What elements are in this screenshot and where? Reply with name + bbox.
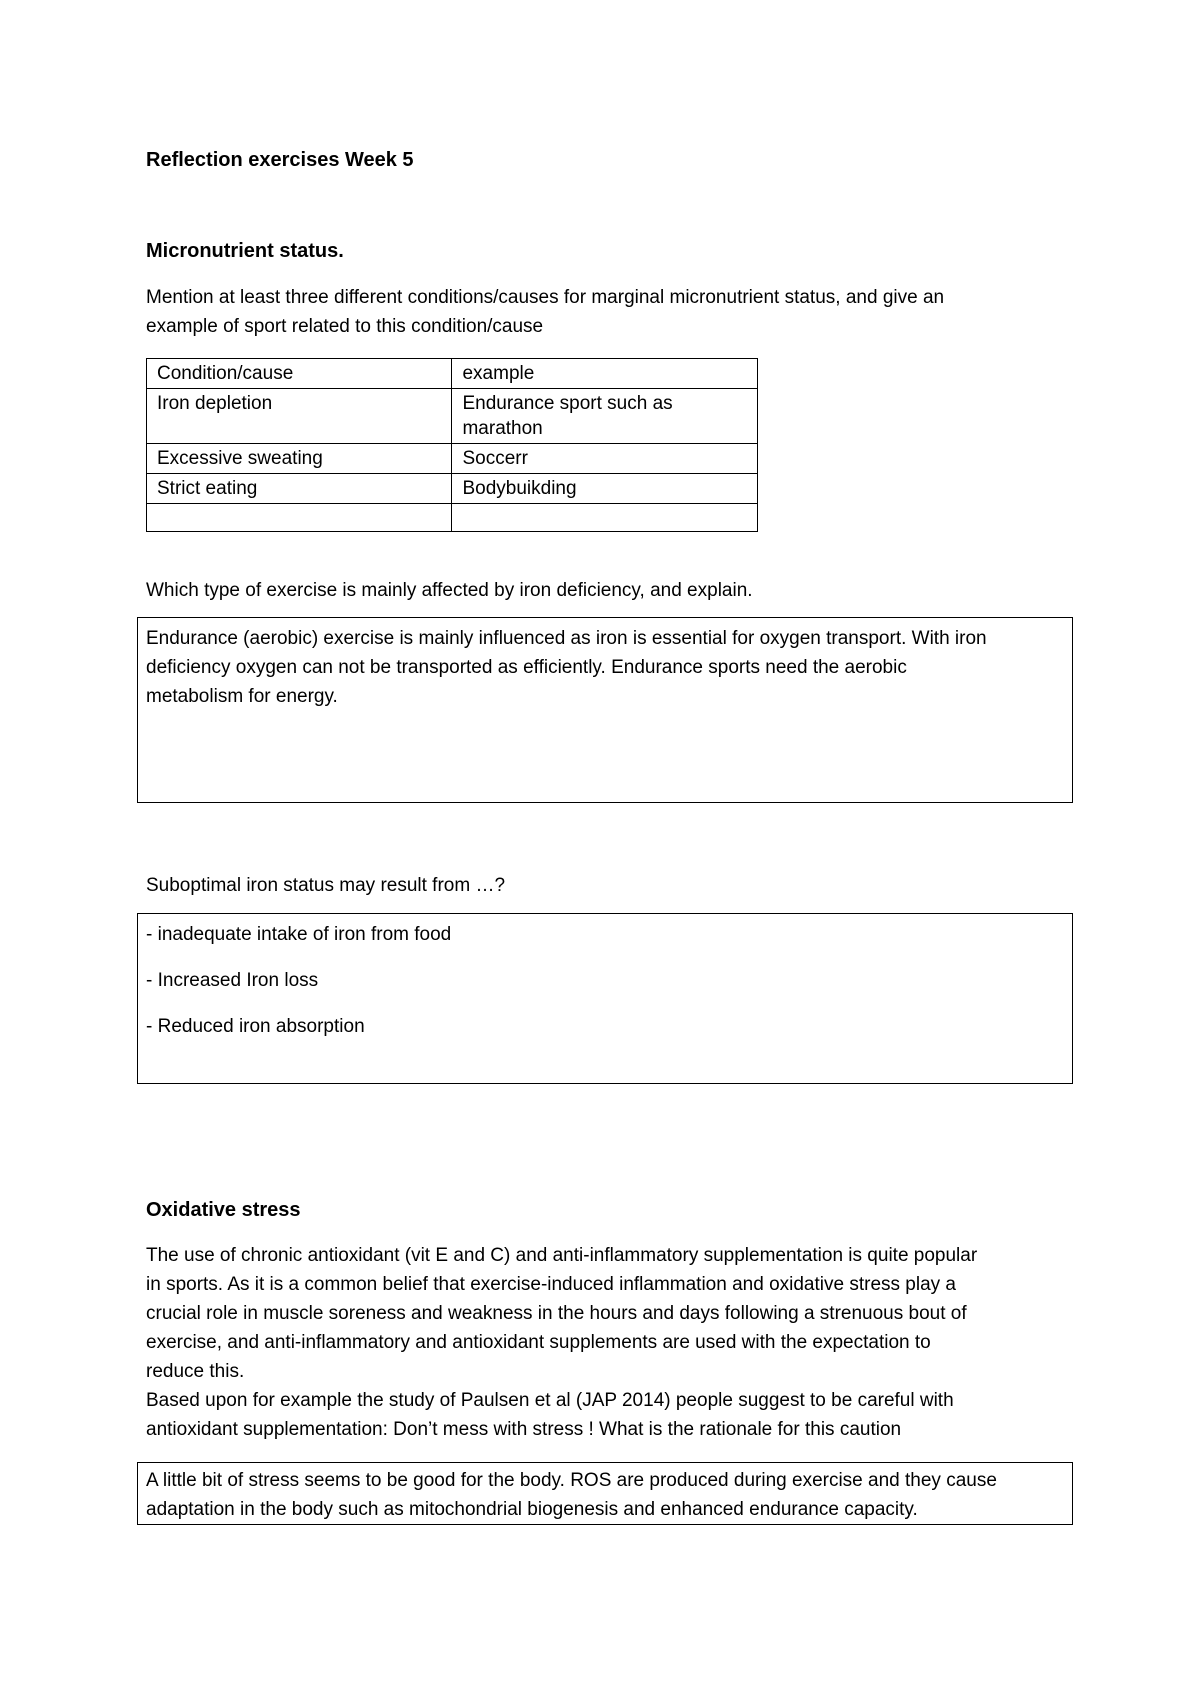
table-header-cell: Condition/cause (147, 359, 452, 389)
paragraph-line: Based upon for example the study of Paulsen et al (JAP 2014) people suggest to be careful with (146, 1390, 954, 1411)
list-item: - Reduced iron absorption (146, 1016, 365, 1037)
table-row (147, 389, 758, 444)
list-item: - inadequate intake of iron from food (146, 924, 452, 945)
table-cell (452, 504, 758, 532)
question-line: Mention at least three different conditions/causes for marginal micronutrient status, and give an (146, 287, 945, 308)
answer-line: Endurance (aerobic) exercise is mainly influenced as iron is essential for oxygen transport. With iron (146, 628, 987, 649)
table-cell: Excessive sweating (147, 444, 452, 474)
table-cell: Endurance sport such as marathon (452, 389, 758, 444)
table-row (147, 474, 758, 504)
paragraph-line: crucial role in muscle soreness and weakness in the hours and days following a strenuous bout of (146, 1303, 967, 1324)
paragraph-line: exercise, and anti-inflammatory and antioxidant supplements are used with the expectation to (146, 1332, 931, 1353)
answer-line: deficiency oxygen can not be transported as efficiently. Endurance sports need the aerobic (146, 657, 907, 678)
question-line: example of sport related to this condition/cause (146, 316, 544, 337)
answer-box-oxidative-stress (137, 1462, 1073, 1525)
answer-box-iron-status (137, 913, 1073, 1084)
list-item: - Increased Iron loss (146, 970, 319, 991)
page-title: Reflection exercises Week 5 (146, 149, 414, 171)
paragraph-line: in sports. As it is a common belief that exercise-induced inflammation and oxidative stress play a (146, 1274, 956, 1295)
section-heading-oxidative-stress: Oxidative stress (146, 1199, 301, 1221)
paragraph-line: The use of chronic antioxidant (vit E and C) and anti-inflammatory supplementation is quite popular (146, 1245, 978, 1266)
answer-line: A little bit of stress seems to be good for the body. ROS are produced during exercise and they cause (146, 1470, 997, 1491)
question-iron-status: Suboptimal iron status may result from …? (146, 875, 506, 896)
conditions-table (146, 358, 758, 532)
section-heading-micronutrient: Micronutrient status. (146, 240, 344, 262)
table-cell: Iron depletion (147, 389, 452, 444)
paragraph-line: reduce this. (146, 1361, 245, 1382)
table-cell: Strict eating (147, 474, 452, 504)
oxidative-stress-paragraph (146, 1241, 1076, 1444)
table-cell (147, 504, 452, 532)
answer-line: metabolism for energy. (146, 686, 338, 707)
table-cell: Bodybuikding (452, 474, 758, 504)
question-exercise-type: Which type of exercise is mainly affected by iron deficiency, and explain. (146, 580, 753, 601)
table-row (147, 444, 758, 474)
table-row (147, 504, 758, 532)
table-header-row (147, 359, 758, 389)
paragraph-line: antioxidant supplementation: Don’t mess with stress ! What is the rationale for this caution (146, 1419, 902, 1440)
table-cell: Soccerr (452, 444, 758, 474)
question-conditions (146, 283, 1066, 341)
table-header-cell: example (452, 359, 758, 389)
answer-box-exercise-type (137, 617, 1073, 803)
answer-line: adaptation in the body such as mitochondrial biogenesis and enhanced endurance capacity. (146, 1499, 918, 1520)
